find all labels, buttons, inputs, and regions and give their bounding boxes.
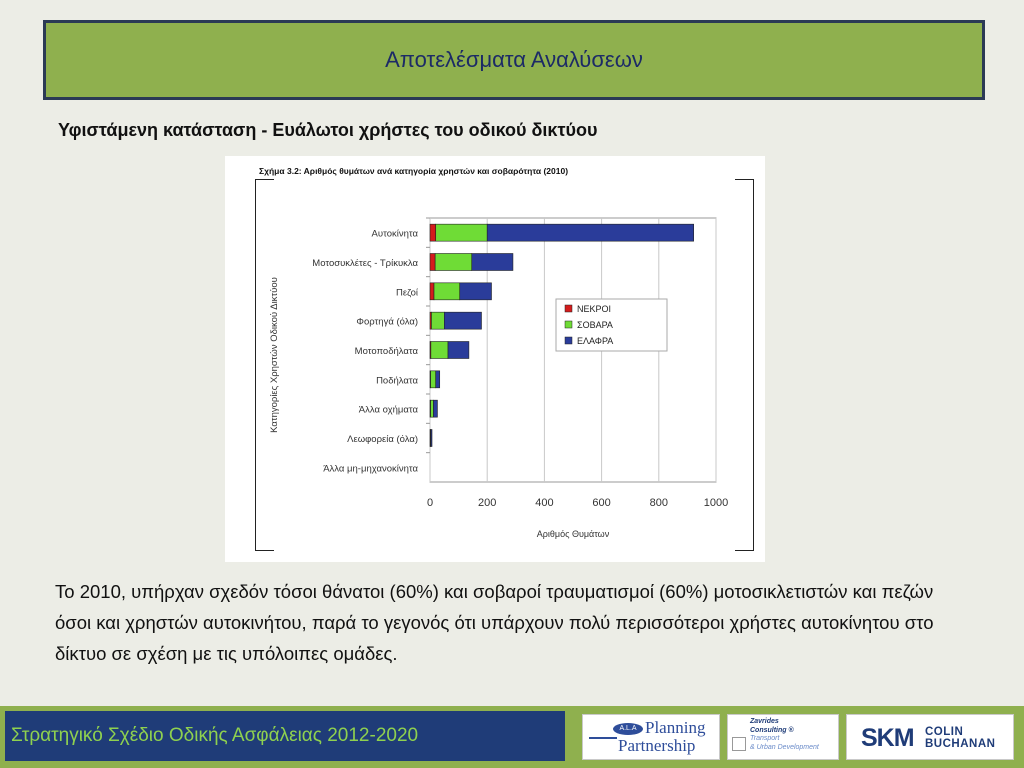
ala-logo-line: [589, 737, 617, 739]
legend-swatch: [565, 321, 572, 328]
skm-mark: SKM: [861, 724, 914, 752]
bar-segment: [448, 342, 469, 359]
bar-segment: [433, 400, 437, 417]
bar-segment: [444, 312, 481, 329]
skm-name: [925, 726, 995, 750]
chart-title: Σχήμα 3.2: Αριθμός θυμάτων ανά κατηγορία χρηστών και σοβαρότητα (2010): [259, 166, 569, 176]
category-label: Ποδήλατα: [376, 375, 418, 387]
bar-segment: [431, 312, 444, 329]
legend-label: ΕΛΑΦΡΑ: [577, 336, 614, 346]
category-label: Αυτοκίνητα: [371, 228, 418, 240]
slide-subtitle: Υφιστάμενη κατάσταση - Ευάλωτοι χρήστες του οδικού δικτύου: [58, 120, 598, 140]
zavrides-line4: & Urban Development: [750, 743, 819, 751]
bar-segment: [431, 430, 432, 447]
analysis-paragraph: Το 2010, υπήρχαν σχεδόν τόσοι θάνατοι (60%) και σοβαροί τραυματισμοί (60%) μοτοσικλετιστών και πεζών όσοι και χρηστών αυτοκινήτου, παρά το γεγονός ότι υπάρχουν πολύ περισσότεροι χρήστες αυτοκίνητου στο δίκτυο σε σχέση με τις υπόλοιπες ομάδες.: [55, 581, 934, 664]
slide-title-box: [43, 20, 985, 100]
category-label: Φορτηγά (όλα): [356, 316, 418, 328]
skm-colin-buchanan-logo: [846, 714, 1014, 760]
legend-label: ΝΕΚΡΟΙ: [577, 304, 612, 314]
ala-logo-planning: Planning: [645, 718, 706, 737]
x-tick-label: 400: [535, 497, 554, 509]
legend-label: ΣΟΒΑΡΑ: [577, 320, 613, 330]
bar-segment: [472, 254, 513, 271]
zavrides-consulting-logo: [727, 714, 839, 760]
ala-badge: A.L.A: [613, 723, 643, 735]
ala-logo-partnership: Partnership: [618, 736, 696, 755]
zavrides-logo-text: [750, 718, 819, 752]
bar-segment: [431, 400, 434, 417]
x-tick-label: 800: [649, 497, 668, 509]
category-label: Λεωφορεία (όλα): [347, 434, 418, 445]
x-tick-label: 600: [592, 497, 611, 509]
bar-segment: [460, 283, 492, 300]
skm-name-line2: BUCHANAN: [925, 738, 996, 750]
ala-planning-partnership-logo: [582, 714, 720, 760]
category-label: Μοτοσυκλέτες - Τρίκυκλα: [312, 258, 418, 269]
legend-swatch: [565, 305, 572, 312]
footer-title: Στρατηγικό Σχέδιο Οδικής Ασφάλειας 2012-2020: [5, 711, 565, 761]
legend-swatch: [565, 337, 572, 344]
y-axis-label: Κατηγορίες Χρηστών Οδικού Δικτύου: [269, 277, 280, 433]
category-label: Μοτοποδήλατα: [354, 346, 418, 357]
bar-segment: [487, 224, 693, 241]
x-axis-label: Αριθμός Θυμάτων: [536, 529, 610, 539]
skm-name-line1: COLIN: [925, 726, 964, 738]
slide-title: Αποτελέσματα Αναλύσεων: [385, 47, 643, 72]
zavrides-line2: Consulting ®: [750, 726, 794, 734]
zavrides-emblem-icon: [732, 737, 746, 751]
bar-segment: [430, 283, 434, 300]
bar-segment: [435, 254, 472, 271]
bar-segment: [431, 371, 436, 388]
bar-segment: [436, 224, 487, 241]
bar-segment: [430, 224, 436, 241]
x-tick-label: 200: [478, 497, 497, 509]
bar-segment: [436, 371, 440, 388]
bar-segment: [430, 254, 435, 271]
category-label: Πεζοί: [395, 287, 418, 299]
category-label: Άλλα οχήματα: [358, 404, 418, 416]
bar-segment: [434, 283, 460, 300]
zavrides-line3: Transport: [750, 735, 780, 742]
x-tick-label: 1000: [703, 497, 729, 509]
zavrides-line1: Zavrides: [750, 718, 779, 725]
category-label: Άλλα μη-μηχανοκίνητα: [323, 463, 418, 475]
bar-segment: [431, 342, 448, 359]
x-tick-label: 0: [426, 497, 434, 509]
casualties-bar-chart: [225, 156, 765, 562]
